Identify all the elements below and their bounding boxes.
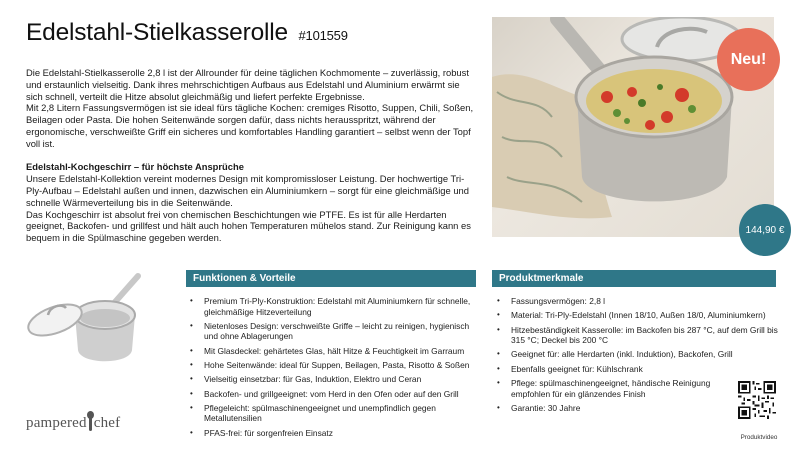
spec-item: • Material: Tri-Ply-Edelstahl (Innen 18/10, Außen 18/0, Aluminiumkern) [494,310,784,321]
feature-item: • Backofen- und grillgeeignet: vom Herd in den Ofen oder auf den Grill [187,389,479,400]
features-list [187,296,479,442]
feature-item: • Premium Tri-Ply-Konstruktion: Edelstahl mit Aluminiumkern für schnelle, gleichmäßige Hitzeverteilung [187,296,479,317]
logo-text-left: pampered [26,415,87,431]
spec-item: • Hitzebeständigkeit Kasserolle: im Backofen bis 287 °C, auf dem Grill bis 315 °C; Deckel bis 200 °C [494,325,784,346]
feature-item: • Pflegeleicht: spülmaschinengeeignet und unempfindlich gegen Metallutensilien [187,403,479,424]
description-paragraph: Mit 2,8 Litern Fassungsvermögen ist sie ideal fürs tägliche Kochen: cremiges Risotto, Suppen, Chili, Soßen, Beilagen oder Pasta. Die hohen Seitenwände sorgen dafür, dass nichts herausspritzt, während der ergonomische, verschweißte Griff ein sicheres und komfortables Handling garantiert – selbst wenn der Topf voll ist. [26,102,474,149]
product-title [26,19,348,47]
feature-item: • Nietenloses Design: verschweißte Griffe – leicht zu reinigen, hygienisch und ohne Ablagerungen [187,321,479,342]
description-paragraph: Die Edelstahl-Stielkasserolle 2,8 l ist der Allrounder für deine täglichen Kochmomente – zuverlässig, robust und erstaunlich vielseitig. Dank ihres mehrschichtigen Aufbaus aus Edelstahl und Aluminium erwärmt sie sich schnell, verteilt die Hitze absolut gleichmäßig und liefert perfekte Ergebnisse. [26,67,469,102]
feature-item: • Hohe Seitenwände: ideal für Suppen, Beilagen, Pasta, Risotto & Soßen [187,360,479,371]
logo-text-right: chef [93,415,121,431]
qr-code[interactable] [738,381,776,419]
description-paragraph: Unsere Edelstahl-Kollektion vereint modernes Design mit kompromissloser Leistung. Der hochwertige Tri-Ply-Aufbau – Edelstahl außen und innen, dazwischen ein Aluminiumkern – sorgt für eine gleichmäßige und schnelle Wärmeverteilung bis in die Seitenwände. [26,173,469,208]
specs-heading: Produktmerkmale [492,270,776,287]
qr-label: Produktvideo [740,434,778,441]
feature-item: • PFAS-frei: für sorgenfreien Einsatz [187,428,479,439]
feature-item: • Vielseitig einsetzbar: für Gas, Induktion, Elektro und Ceran [187,374,479,385]
product-sku: #101559 [298,28,348,43]
spec-item: • Ebenfalls geeignet für: Kühlschrank [494,364,784,375]
description-paragraph: Das Kochgeschirr ist absolut frei von chemischen Beschichtungen wie PTFE. Es ist für alle Herdarten geeignet, Backofen- und grillfest und hält auch hohen Temperaturen mühelos stand. Zur Reinigung kann es bequem in die Spülmaschine gegeben werden. [26,208,471,244]
spec-item: • Geeignet für: alle Herdarten (inkl. Induktion), Backofen, Grill [494,349,784,360]
saucepan-product-image [20,270,150,370]
spoon-icon [89,413,92,431]
spec-item: • Pflege: spülmaschinengeeignet, händische Reinigung empfohlen für ein glänzendes Finish [494,378,724,399]
feature-item: • Mit Glasdeckel: gehärtetes Glas, hält Hitze & Feuchtigkeit im Garraum [187,346,479,357]
price-badge: 144,90 € [739,204,791,256]
spec-item: • Garantie: 30 Jahre [494,403,784,414]
features-heading: Funktionen & Vorteile [186,270,476,287]
spec-item: • Fassungsvermögen: 2,8 l [494,296,784,307]
pampered-chef-logo [26,413,120,432]
product-name: Edelstahl-Stielkasserolle [26,19,288,46]
description-subheading: Edelstahl-Kochgeschirr – für höchste Ansprüche [26,161,244,173]
spacer [26,150,476,162]
product-description [26,67,476,244]
new-badge: Neu! [717,28,780,91]
